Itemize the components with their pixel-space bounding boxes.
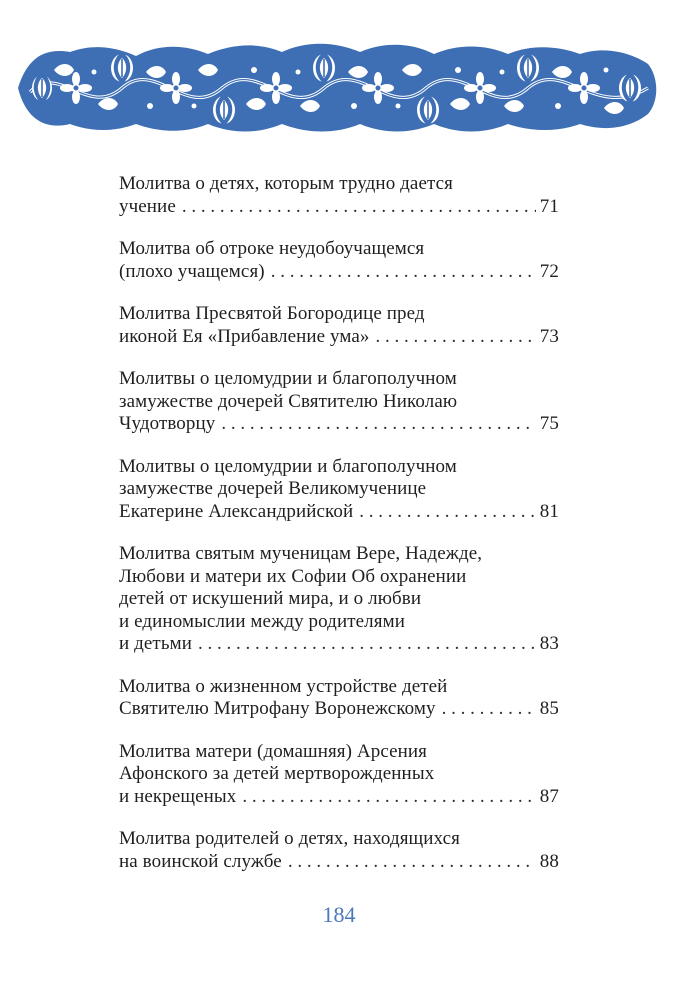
toc-entry-page-number: 75: [539, 413, 559, 434]
toc-entry-title-line: Молитвы о целомудрии и благополучном: [119, 368, 457, 389]
toc-entry-last-line: [119, 851, 559, 874]
toc-entry-title-line: Молитва святым мученицам Вере, Надежде,: [119, 543, 483, 564]
toc-entry-title-line: Молитва об отроке неудобоучащемся: [119, 238, 425, 259]
toc-entry-title-end: и некрещеных: [119, 785, 237, 807]
toc-entry-last-line: [119, 413, 559, 436]
page-number: 184: [322, 902, 356, 927]
toc-entry-title-end: учение: [119, 195, 176, 217]
toc-entry-last-line: [119, 326, 559, 349]
dot-leader: [182, 196, 536, 219]
floral-border-ornament-icon: [18, 42, 660, 134]
toc-entry-title-end: (плохо учащемся): [119, 260, 265, 282]
toc-entry-page-number: 72: [539, 260, 559, 282]
toc-entry-last-line: [119, 786, 559, 809]
toc-entry-page-number: 71: [539, 195, 559, 217]
toc-entry-title-line: Афонского за детей мертворожденных: [119, 763, 435, 784]
dot-leader: [221, 413, 535, 436]
dot-leader: [442, 698, 536, 721]
toc-entry[interactable]: [119, 303, 559, 348]
dot-leader: [242, 786, 535, 809]
toc-entry-title-line: замужестве дочерей Святителю Николаю: [119, 390, 458, 412]
toc-entry-last-line: [119, 261, 559, 284]
toc-entry[interactable]: [119, 543, 559, 656]
toc-entry[interactable]: [119, 828, 559, 873]
toc-entry-title-line: детей от искушений мира, и о любви: [119, 588, 422, 609]
toc-entry-last-line: [119, 196, 559, 219]
toc-entry-last-line: [119, 698, 559, 721]
toc-entry-title-end: иконой Ея «Прибавление ума»: [119, 325, 370, 347]
toc-entry-title-line: Молитва о жизненном устройстве детей: [119, 675, 448, 697]
toc-entry-title-end: Святителю Митрофану Воронежскому: [119, 698, 436, 719]
toc-entry-title-line: Молитва родителей о детях, находящихся: [119, 828, 460, 849]
toc-entry-title-line: и единомыслии между родителями: [119, 610, 405, 632]
dot-leader: [376, 326, 536, 349]
table-of-contents: [119, 173, 559, 893]
toc-entry-page-number: 81: [539, 500, 559, 522]
toc-entry-page-number: 73: [539, 325, 559, 347]
toc-entry-last-line: [119, 501, 559, 524]
toc-entry[interactable]: [119, 368, 559, 436]
toc-entry[interactable]: [119, 676, 559, 721]
dot-leader: [271, 261, 536, 284]
toc-entry-title-line: Молитвы о целомудрии и благополучном: [119, 455, 457, 477]
toc-entry-page-number: 85: [539, 698, 559, 719]
toc-entry-page-number: 87: [539, 785, 559, 807]
toc-entry-title-end: на воинской службе: [119, 850, 282, 872]
toc-entry-title-line: замужестве дочерей Великомученице: [119, 478, 427, 499]
dot-leader: [288, 851, 536, 874]
toc-entry[interactable]: [119, 238, 559, 283]
toc-entry-page-number: 83: [539, 633, 559, 654]
toc-entry-title-end: Чудотворцу: [119, 413, 216, 434]
toc-entry-title-end: Екатерине Александрийской: [119, 500, 354, 522]
toc-entry[interactable]: [119, 173, 559, 218]
dot-leader: [359, 501, 536, 524]
toc-entry[interactable]: [119, 741, 559, 809]
toc-entry-title-line: Молитва матери (домашняя) Арсения: [119, 740, 428, 762]
toc-entry-title-line: Молитва Пресвятой Богородице пред: [119, 303, 425, 324]
toc-entry-page-number: 88: [539, 850, 559, 872]
toc-entry-title-end: и детьми: [119, 633, 192, 654]
toc-entry-title-line: Молитва о детях, которым трудно дается: [119, 173, 453, 194]
dot-leader: [198, 633, 536, 656]
toc-entry[interactable]: [119, 456, 559, 524]
toc-entry-last-line: [119, 633, 559, 656]
toc-entry-title-line: Любови и матери их Софии Об охранении: [119, 565, 467, 587]
